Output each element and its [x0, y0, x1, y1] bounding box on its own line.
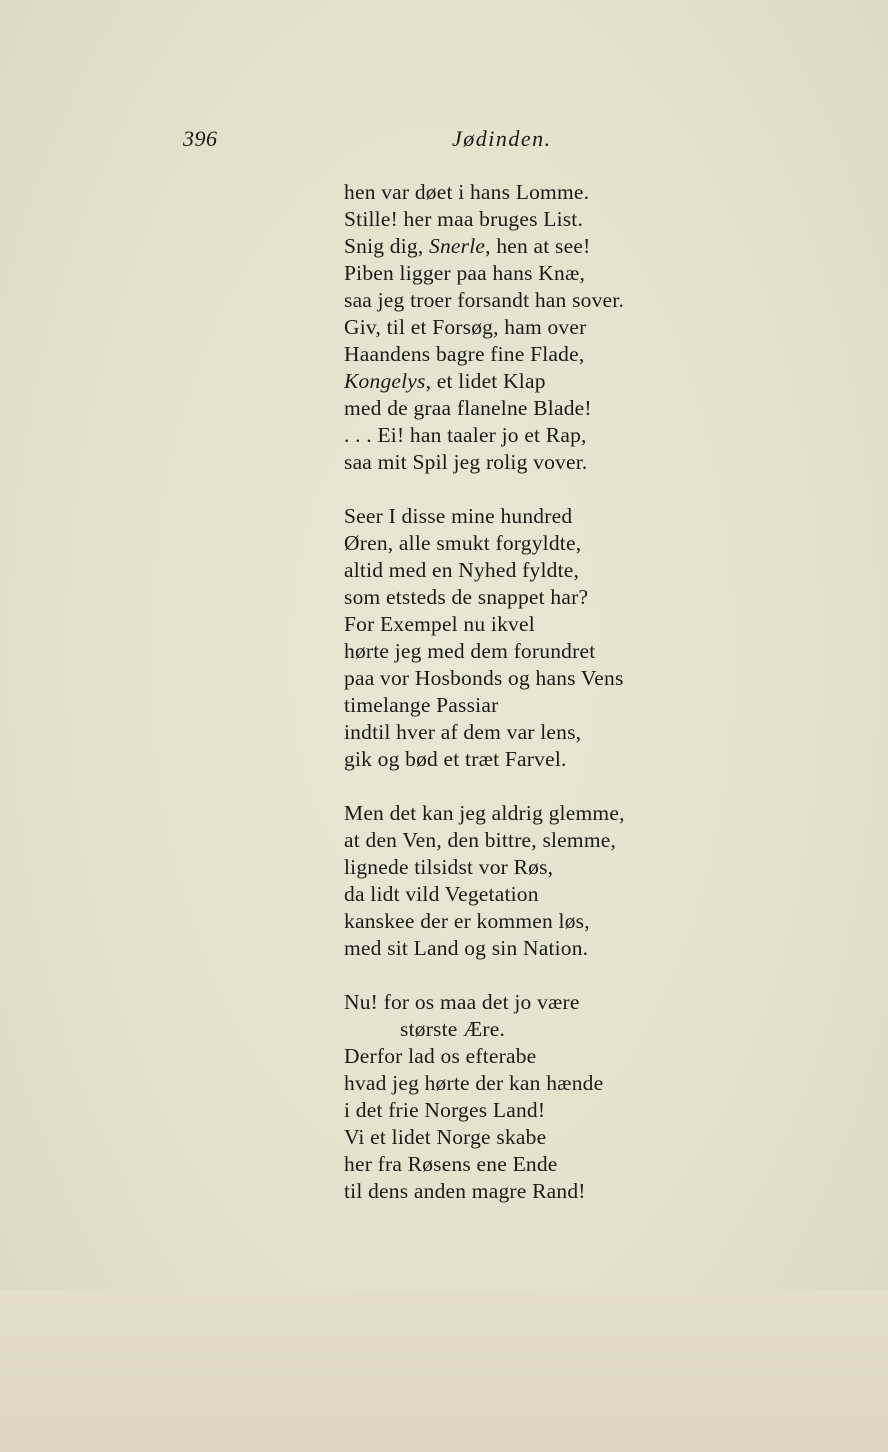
- poem-line: kanskee der er kommen løs,: [344, 909, 590, 933]
- stanza-3: [344, 800, 744, 962]
- poem-line: Nu! for os maa det jo være: [344, 990, 580, 1014]
- stanza-gap: [344, 476, 744, 503]
- poem-line: timelange Passiar: [344, 693, 499, 717]
- poem-line-indented: største Ære.: [400, 1017, 506, 1041]
- italic-name: Kongelys: [344, 369, 426, 393]
- poem-line: at den Ven, den bittre, slemme,: [344, 828, 617, 852]
- poem-line: Øren, alle smukt forgyldte,: [344, 531, 582, 555]
- poem-body: [344, 179, 744, 1205]
- poem-line: Stille! her maa bruges List.: [344, 207, 584, 231]
- poem-line: gik og bød et træt Farvel.: [344, 747, 567, 771]
- poem-line: Men det kan jeg aldrig glemme,: [344, 801, 625, 825]
- poem-line: som etsteds de snappet har?: [344, 585, 589, 609]
- page-bottom-margin: [0, 1290, 888, 1452]
- poem-line-italic-name: Snig dig, Snerle, hen at see!: [344, 234, 591, 258]
- poem-line: Haandens bagre fine Flade,: [344, 342, 585, 366]
- stanza-2: [344, 503, 744, 773]
- poem-line-italic-name: Kongelys, et lidet Klap: [344, 369, 546, 393]
- poem-line: . . . Ei! han taaler jo et Rap,: [344, 423, 587, 447]
- stanza-1: [344, 179, 744, 476]
- page-header: [0, 126, 888, 160]
- poem-line: altid med en Nyhed fyldte,: [344, 558, 580, 582]
- poem-line: Piben ligger paa hans Knæ,: [344, 261, 586, 285]
- poem-line: For Exempel nu ikvel: [344, 612, 535, 636]
- stanza-4: [344, 989, 744, 1205]
- poem-line: til dens anden magre Rand!: [344, 1179, 586, 1203]
- poem-line: her fra Røsens ene Ende: [344, 1152, 558, 1176]
- poem-line: da lidt vild Vegetation: [344, 882, 539, 906]
- poem-line: med sit Land og sin Nation.: [344, 936, 589, 960]
- running-title: Jødinden.: [452, 126, 552, 151]
- poem-line: hen var døet i hans Lomme.: [344, 180, 590, 204]
- poem-line: saa jeg troer forsandt han sover.: [344, 288, 625, 312]
- stanza-gap: [344, 962, 744, 989]
- poem-line: saa mit Spil jeg rolig vover.: [344, 450, 588, 474]
- poem-line: Vi et lidet Norge skabe: [344, 1125, 547, 1149]
- italic-name: Snerle: [429, 234, 486, 258]
- poem-line: Derfor lad os efterabe: [344, 1044, 537, 1068]
- poem-line: hvad jeg hørte der kan hænde: [344, 1071, 604, 1095]
- poem-line: i det frie Norges Land!: [344, 1098, 546, 1122]
- poem-line: Giv, til et Forsøg, ham over: [344, 315, 587, 339]
- poem-line: paa vor Hosbonds og hans Vens: [344, 666, 624, 690]
- poem-line: med de graa flanelne Blade!: [344, 396, 592, 420]
- poem-line: hørte jeg med dem forundret: [344, 639, 596, 663]
- poem-line: indtil hver af dem var lens,: [344, 720, 582, 744]
- page-number: 396: [183, 126, 218, 151]
- poem-line: lignede tilsidst vor Røs,: [344, 855, 554, 879]
- stanza-gap: [344, 773, 744, 800]
- poem-line: Seer I disse mine hundred: [344, 504, 573, 528]
